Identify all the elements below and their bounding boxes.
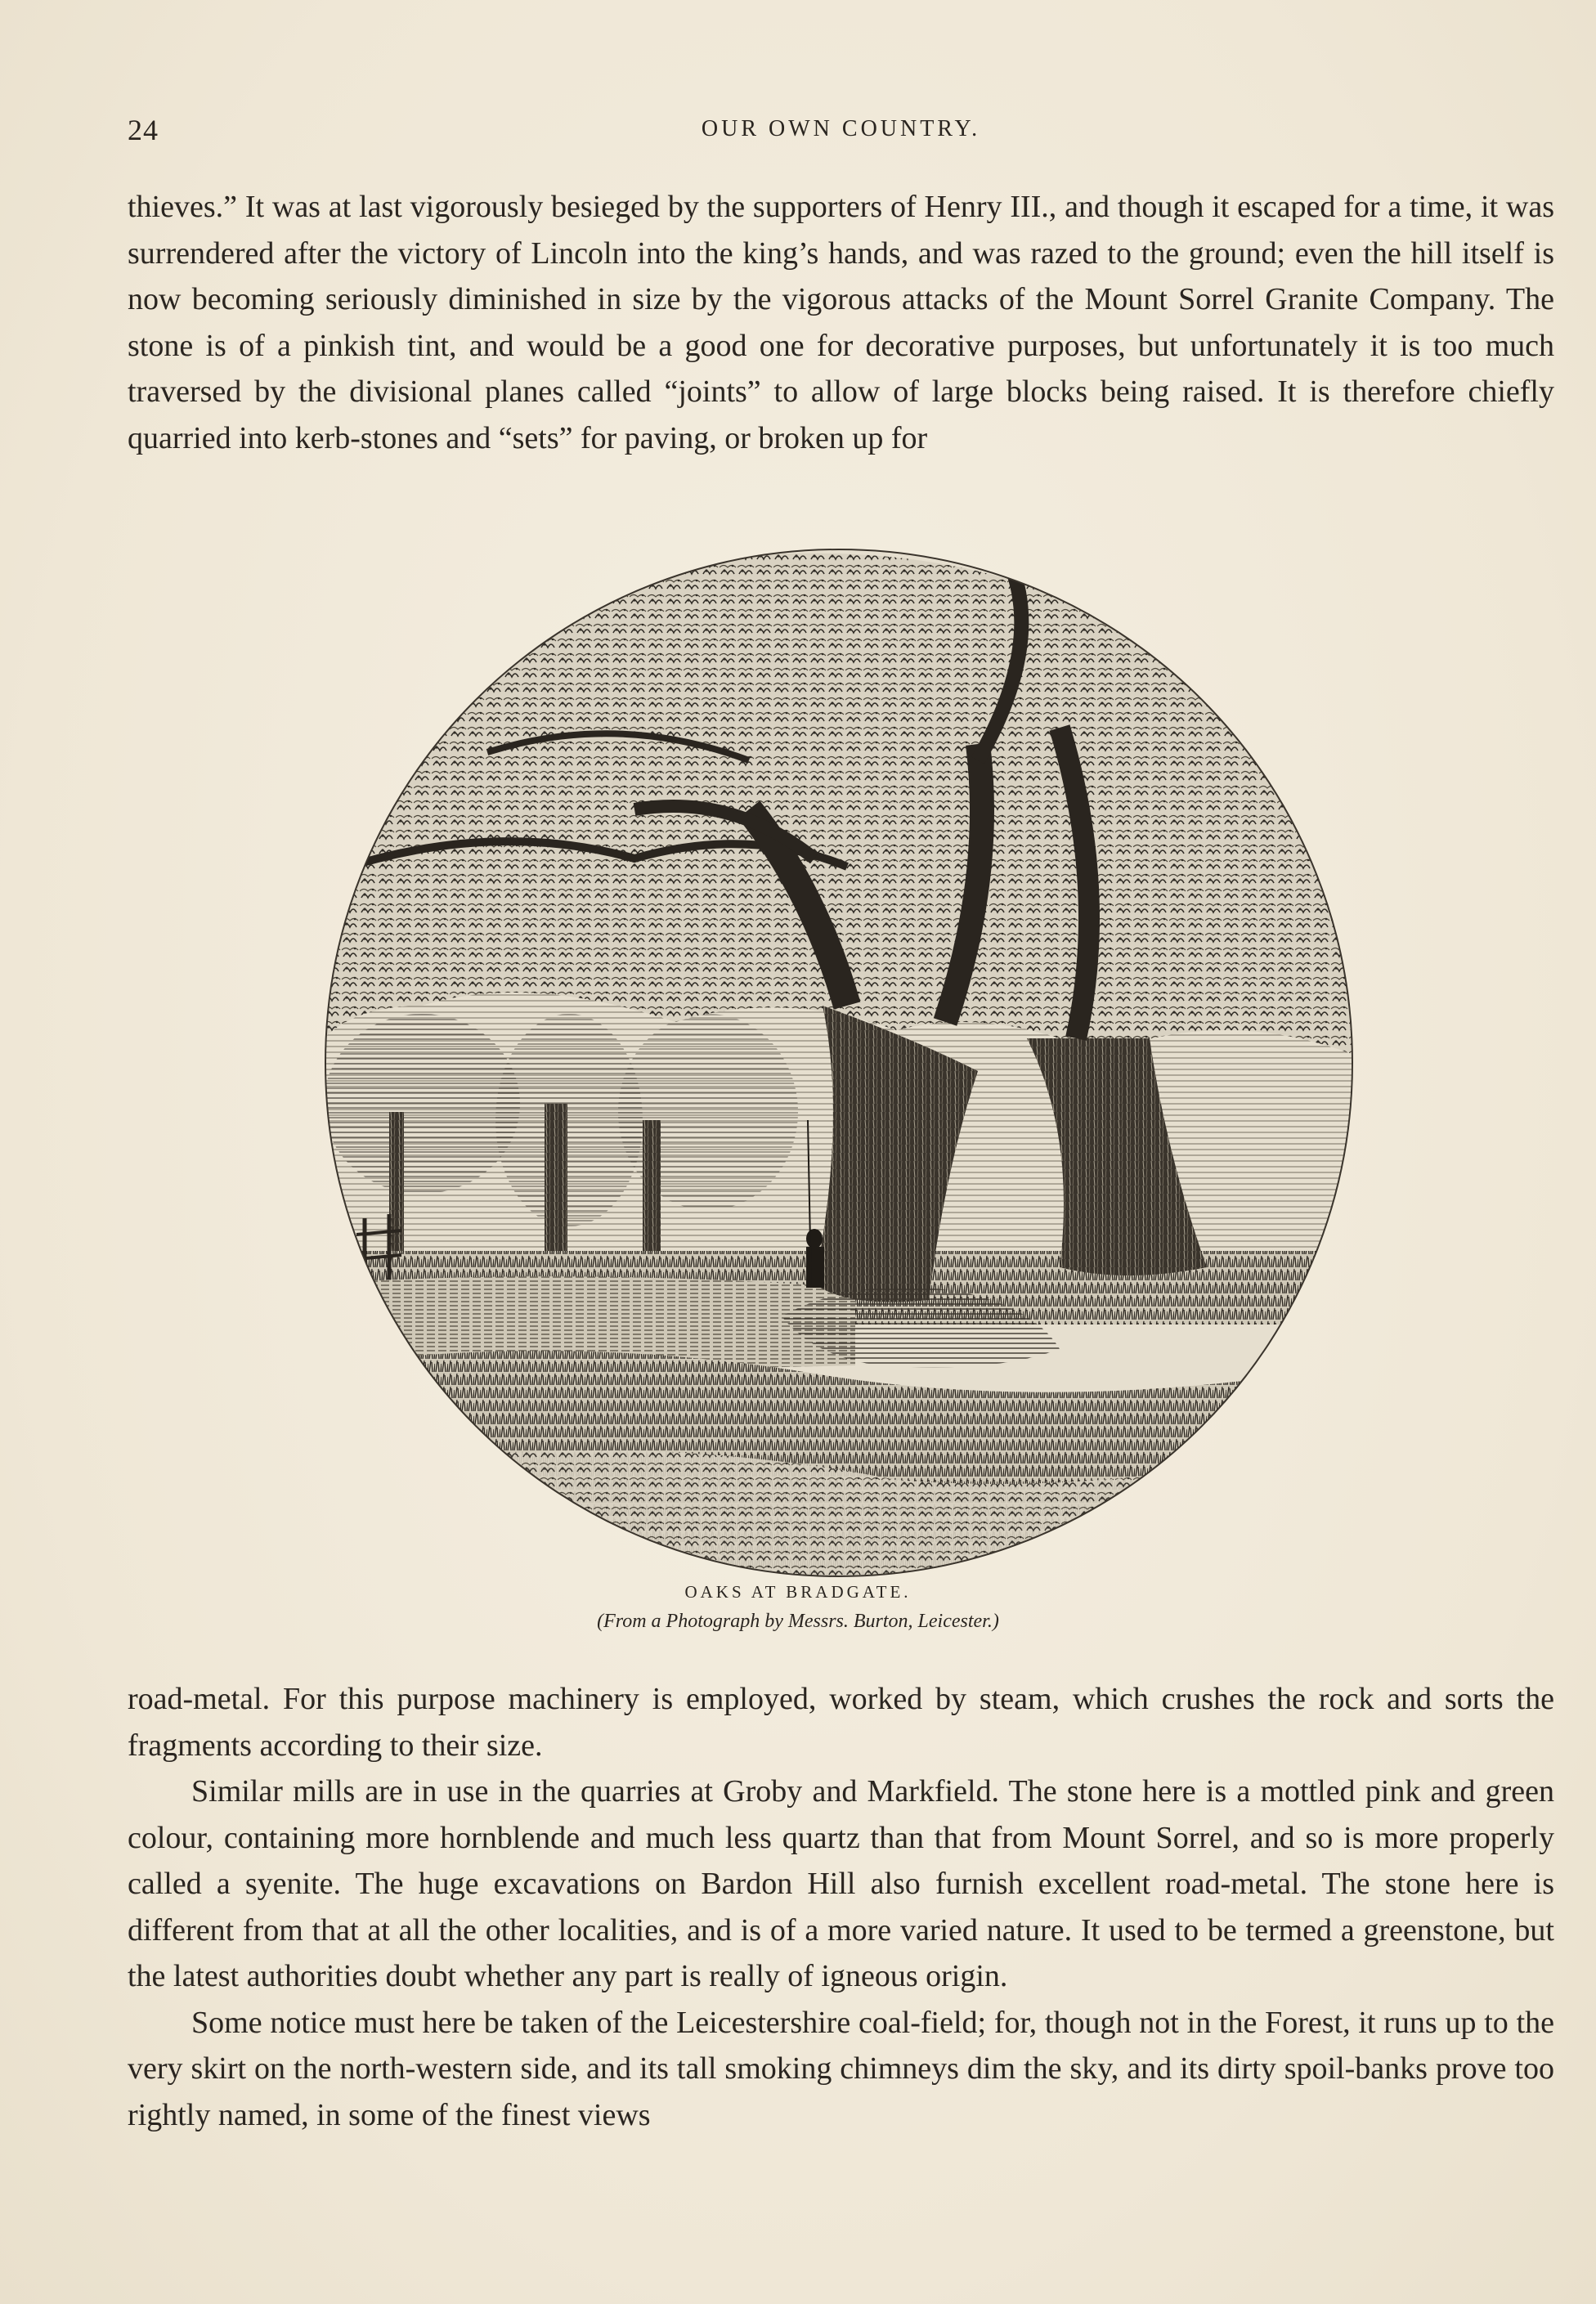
paragraph: Similar mills are in use in the quarries at Groby and Markfield. The stone here is a mottled pink and green colour, containing more hornblende and much less quartz than that from Mount Sorrel, and so is more properly called a syenite. The huge excavations on Bardon Hill also furnish excellent road-metal. The stone here is different from that at all the other localities, and is of a more varied nature. It used to be termed a greenstone, but the latest authorities doubt whether any part is really of igneous origin. <box>128 1774 1554 1993</box>
body-text-top <box>128 184 1554 461</box>
page-header <box>128 113 1554 154</box>
paragraph: thieves.” It was at last vigorously besieged by the supporters of Henry III., and though it escaped for a time, it was surrendered after the victory of Lincoln into the king’s hands, and was razed to the ground; even the hill itself is now becoming seriously diminished in size by the vigorous attacks of the Mount Sorrel Granite Company. The stone is of a pinkish tint, and would be a good one for decorative purposes, but unfortunately it is too much traversed by the divisional planes called “joints” to allow of large blocks being raised. It is therefore chiefly quarried into kerb-stones and “sets” for paving, or broken up for <box>128 190 1554 455</box>
figure-caption-credit: (From a Photograph by Messrs. Burton, Leicester.) <box>597 1611 999 1632</box>
paragraph: road-metal. For this purpose machinery is employed, worked by steam, which crushes the rock and sorts the fragments according to their size. <box>128 1682 1554 1763</box>
running-head: OUR OWN COUNTRY. <box>701 116 981 141</box>
page-number: 24 <box>128 114 159 146</box>
figure-caption-title: OAKS AT BRADGATE. <box>684 1582 912 1602</box>
engraving-oaks-illustration <box>324 548 1354 1578</box>
paragraph: Some notice must here be taken of the Leicestershire coal-field; for, though not in the Forest, it runs up to the very skirt on the north-western side, and its tall smoking chimneys dim the sky, and its dirty spoil-banks prove too rightly named, in some of the finest views <box>128 2005 1554 2132</box>
body-text-bottom <box>128 1676 1554 2138</box>
